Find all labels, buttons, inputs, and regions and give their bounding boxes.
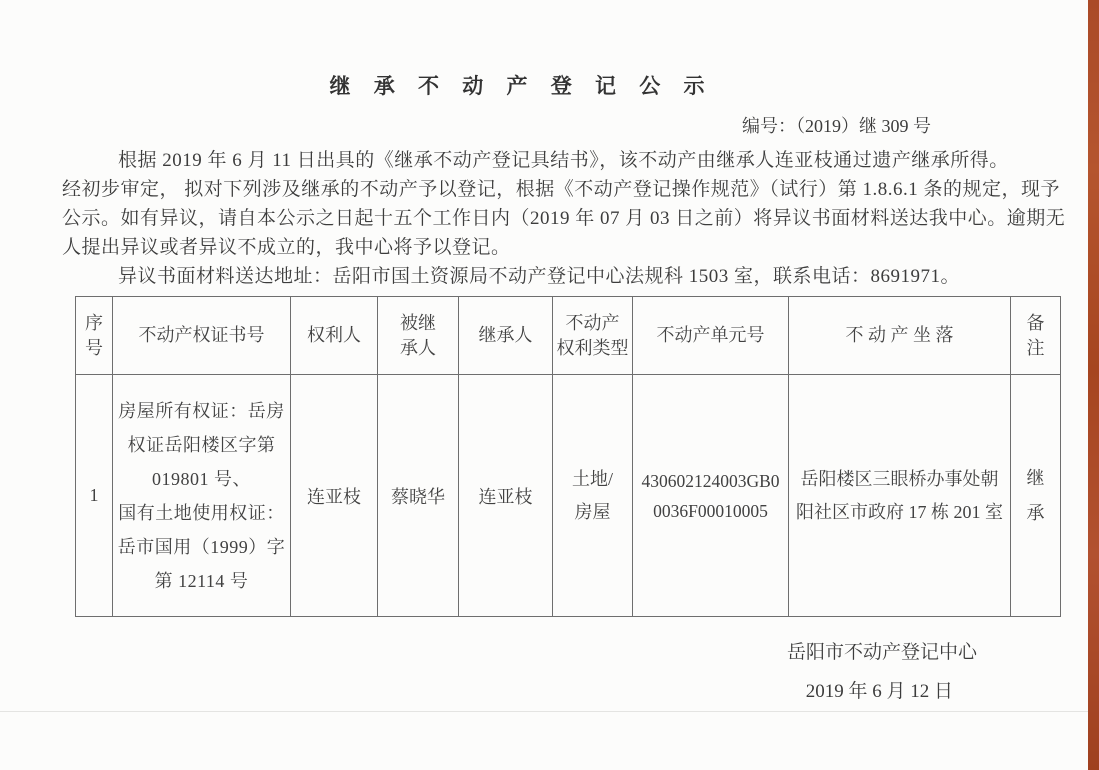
header-right-holder: 权利人 xyxy=(291,297,378,375)
registration-table xyxy=(75,296,1061,617)
doc-number: 编号：（2019）继 309 号 xyxy=(742,116,931,136)
cell-location: 岳阳楼区三眼桥办事处朝 阳社区市政府 17 栋 201 室 xyxy=(789,375,1011,617)
scan-edge-stripe xyxy=(1088,0,1099,770)
header-remark: 备 注 xyxy=(1011,297,1061,375)
address-line: 异议书面材料送达地址：岳阳市国土资源局不动产登记中心法规科 1503 室，联系电话：8691971。 xyxy=(118,266,961,287)
paragraph-line: 人提出异议或者异议不成立的，我中心将予以登记。 xyxy=(62,237,511,258)
header-unit-number: 不动产单元号 xyxy=(633,297,789,375)
cell-right-type: 土地/ 房屋 xyxy=(553,375,633,617)
paragraph-line: 经初步审定， 拟对下列涉及继承的不动产予以登记，根据《不动产登记操作规范》（试行）第 1.8.6.1 条的规定，现予 xyxy=(62,179,1061,200)
cell-seq: 1 xyxy=(76,375,113,617)
table-row xyxy=(76,375,1061,617)
paragraph-line: 根据 2019 年 6 月 11 日出具的《继承不动产登记具结书》，该不动产由继承人连亚枝通过遗产继承所得。 xyxy=(118,150,1009,171)
cell-remark: 继 承 xyxy=(1011,375,1061,617)
issue-date: 2019 年 6 月 12 日 xyxy=(805,681,953,702)
header-right-type: 不动产 权利类型 xyxy=(553,297,633,375)
header-heir: 继承人 xyxy=(459,297,553,375)
header-location: 不 动 产 坐 落 xyxy=(789,297,1011,375)
cell-decedent: 蔡晓华 xyxy=(378,375,459,617)
issuing-organization: 岳阳市不动产登记中心 xyxy=(786,642,977,663)
cell-cert-number: 房屋所有权证：岳房 权证岳阳楼区字第 019801 号、 国有土地使用权证： 岳市国用（1999）字 第 12114 号 xyxy=(113,375,291,617)
cell-heir: 连亚枝 xyxy=(459,375,553,617)
paragraph-line: 公示。如有异议，请自本公示之日起十五个工作日内（2019 年 07 月 03 日之前）将异议书面材料送达我中心。逾期无 xyxy=(62,208,1066,229)
header-decedent: 被继 承人 xyxy=(378,297,459,375)
cell-right-holder: 连亚枝 xyxy=(291,375,378,617)
header-cert-number: 不动产权证书号 xyxy=(113,297,291,375)
header-seq: 序 号 xyxy=(76,297,113,375)
page-title: 继 承 不 动 产 登 记 公 示 xyxy=(329,74,714,98)
cell-unit-number: 430602124003GB0 0036F00010005 xyxy=(633,375,789,617)
table-header-row xyxy=(76,297,1061,375)
scan-artifact-line xyxy=(0,711,1088,712)
body-paragraphs xyxy=(62,146,1066,291)
